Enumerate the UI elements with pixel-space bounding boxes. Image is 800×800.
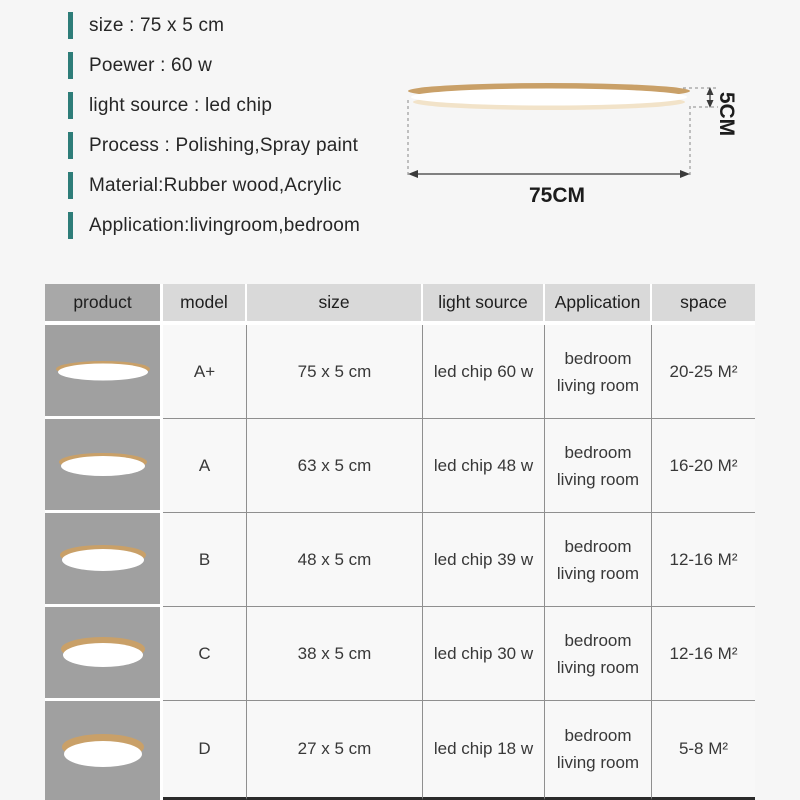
spec-item-application	[68, 212, 360, 239]
header-light-source: light source	[423, 284, 545, 325]
lamp-image-b	[59, 544, 147, 573]
lamp-lens	[411, 89, 687, 106]
header-application: Application	[545, 284, 652, 325]
light-source-cell: led chip 39 w	[423, 513, 545, 607]
arrow-left-icon	[408, 170, 418, 178]
light-source-cell: led chip 30 w	[423, 607, 545, 701]
light-source-cell: led chip 18 w	[423, 701, 545, 800]
header-product: product	[45, 284, 163, 325]
lamp-image-d	[61, 733, 145, 769]
size-cell: 63 x 5 cm	[247, 419, 423, 513]
application-line: bedroom	[564, 630, 632, 650]
teal-bar-icon	[68, 172, 73, 199]
space-cell: 12-16 M²	[652, 513, 755, 607]
spec-item-label: light source : led chip	[89, 94, 273, 116]
application-line: bedroom	[564, 442, 632, 462]
application-line: living room	[556, 375, 640, 395]
application-line: living room	[556, 563, 640, 583]
size-cell: 38 x 5 cm	[247, 607, 423, 701]
teal-bar-icon	[68, 212, 73, 239]
product-image-cell	[45, 513, 163, 607]
application-cell	[545, 513, 652, 607]
lamp-image-c	[60, 636, 146, 669]
ceiling-lamp-side-view	[393, 56, 768, 226]
spec-item-process	[68, 132, 360, 159]
model-cell: B	[163, 513, 247, 607]
spec-item-power	[68, 52, 360, 79]
lamp-image-a	[58, 452, 148, 478]
product-image-cell	[45, 325, 163, 419]
header-model: model	[163, 284, 247, 325]
product-image-cell	[45, 419, 163, 513]
model-cell: D	[163, 701, 247, 800]
spec-item-label: Application:livingroom,bedroom	[89, 214, 361, 236]
light-source-cell: led chip 48 w	[423, 419, 545, 513]
spec-list	[68, 12, 360, 252]
model-cell: A+	[163, 325, 247, 419]
application-cell	[545, 701, 652, 800]
space-cell: 20-25 M²	[652, 325, 755, 419]
application-line: bedroom	[564, 536, 632, 556]
space-cell: 5-8 M²	[652, 701, 755, 800]
spec-table	[45, 284, 755, 800]
spec-item-label: Process : Polishing,Spray paint	[89, 134, 359, 156]
teal-bar-icon	[68, 52, 73, 79]
width-dimension-label: 75CM	[528, 184, 586, 207]
application-cell	[545, 607, 652, 701]
application-line: living room	[556, 469, 640, 489]
teal-bar-icon	[68, 132, 73, 159]
space-cell: 16-20 M²	[652, 419, 755, 513]
dimension-diagram	[393, 56, 768, 226]
application-cell	[545, 325, 652, 419]
arrow-right-icon	[680, 170, 690, 178]
model-cell: A	[163, 419, 247, 513]
spec-item-material	[68, 172, 360, 199]
size-cell: 48 x 5 cm	[247, 513, 423, 607]
spec-item-label: Material:Rubber wood,Acrylic	[89, 174, 342, 196]
application-line: bedroom	[564, 726, 632, 745]
size-cell: 75 x 5 cm	[247, 325, 423, 419]
product-image-cell	[45, 701, 163, 800]
spec-item-size	[68, 12, 360, 39]
header-size: size	[247, 284, 423, 325]
height-dimension-label: 5CM	[715, 91, 738, 137]
application-line: living room	[556, 657, 640, 677]
application-line: bedroom	[564, 348, 632, 368]
model-cell: C	[163, 607, 247, 701]
space-cell: 12-16 M²	[652, 607, 755, 701]
light-source-cell: led chip 60 w	[423, 325, 545, 419]
teal-bar-icon	[68, 12, 73, 39]
size-cell: 27 x 5 cm	[247, 701, 423, 800]
spec-item-light-source	[68, 92, 360, 119]
application-line: living room	[556, 753, 640, 772]
header-space: space	[652, 284, 755, 325]
spec-item-label: Poewer : 60 w	[89, 54, 212, 76]
application-cell	[545, 419, 652, 513]
teal-bar-icon	[68, 92, 73, 119]
lamp-image-a-plus	[55, 360, 151, 382]
spec-item-label: size : 75 x 5 cm	[89, 14, 225, 36]
product-image-cell	[45, 607, 163, 701]
